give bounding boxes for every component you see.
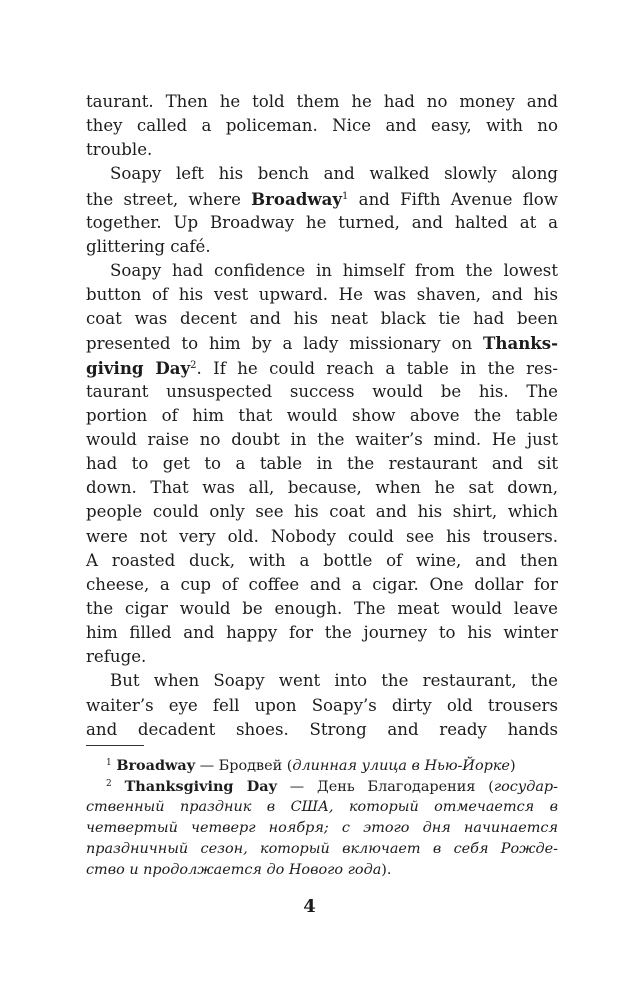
footnote-line: ство и продолжается до Нового года). [86,862,392,879]
text-line: had to get to a table in the restaurant and sit [86,454,558,474]
thanksgiving-term-cont: giving Day [86,357,191,378]
text-line: taurant unsuspected success would be his. The [86,381,558,401]
text-line: they called a policeman. Nice and easy, with no [86,116,558,136]
broadway-term: Broadway [251,188,343,209]
footnote-line: ственный праздник в США, который отмечается в [86,799,558,816]
text-line: people could only see his coat and his shirt, which [86,502,558,522]
main-text [86,90,558,742]
footnote-2: $^2$ Thanksgiving Day — День Благодарения (государ- [106,778,558,796]
text-line: button of his vest upward. He was shaven, and his [86,285,558,305]
text-line: waiter’s eye fell upon Soapy’s dirty old trousers [86,695,558,715]
footnote-1: $^1$ Broadway — Бродвей (длинная улица в Нью-Йорке) [106,757,516,774]
text-line: together. Up Broadway he turned, and halted at a [86,212,558,232]
footnote-line: праздничный сезон, который включает в себя Рожде- [86,841,558,858]
text-line: refuge. [86,647,147,667]
thanksgiving-term: Thanks- [483,333,558,354]
text-line: the street, where Broadway$^1$ and Fifth Avenue flow [86,188,558,209]
text-line: trouble. [86,140,153,160]
text-line: cheese, a cup of coffee and a cigar. One dollar for [86,574,558,594]
text-line: giving Day$^2$. If he could reach a table in the res- [86,357,558,378]
text-line: glittering café. [86,236,211,256]
footnote-divider [86,745,144,746]
text-line: and decadent shoes. Strong and ready hands [86,719,558,739]
text-line: coat was decent and his neat black tie had been [86,309,558,329]
text-line: would raise no doubt in the waiter’s mind. He just [86,429,558,449]
text-line: A roasted duck, with a bottle of wine, and then [86,550,558,570]
text-line: the cigar would be enough. The meat would leave [86,598,558,618]
text-line: Soapy had confidence in himself from the lowest [110,260,558,280]
text-line: portion of him that would show above the table [86,405,558,425]
page-number: 4 [303,896,316,917]
text-line: Soapy left his bench and walked slowly along [110,164,558,184]
text-line: down. That was all, because, when he sat down, [86,478,558,498]
text-line: presented to him by a lady missionary on Thanks- [86,333,558,354]
footnote-ref-2: 2 [190,359,197,371]
text-line: were not very old. Nobody could see his trousers. [86,526,558,546]
text-line: taurant. Then he told them he had no money and [86,92,558,111]
text-line: But when Soapy went into the restaurant, the [110,671,558,691]
footnote-line: четвертый четверг ноября; с этого дня начинается [86,820,558,837]
text-line: him filled and happy for the journey to his winter [86,623,558,643]
footnotes [86,755,558,882]
footnote-ref-1: 1 [342,190,349,202]
